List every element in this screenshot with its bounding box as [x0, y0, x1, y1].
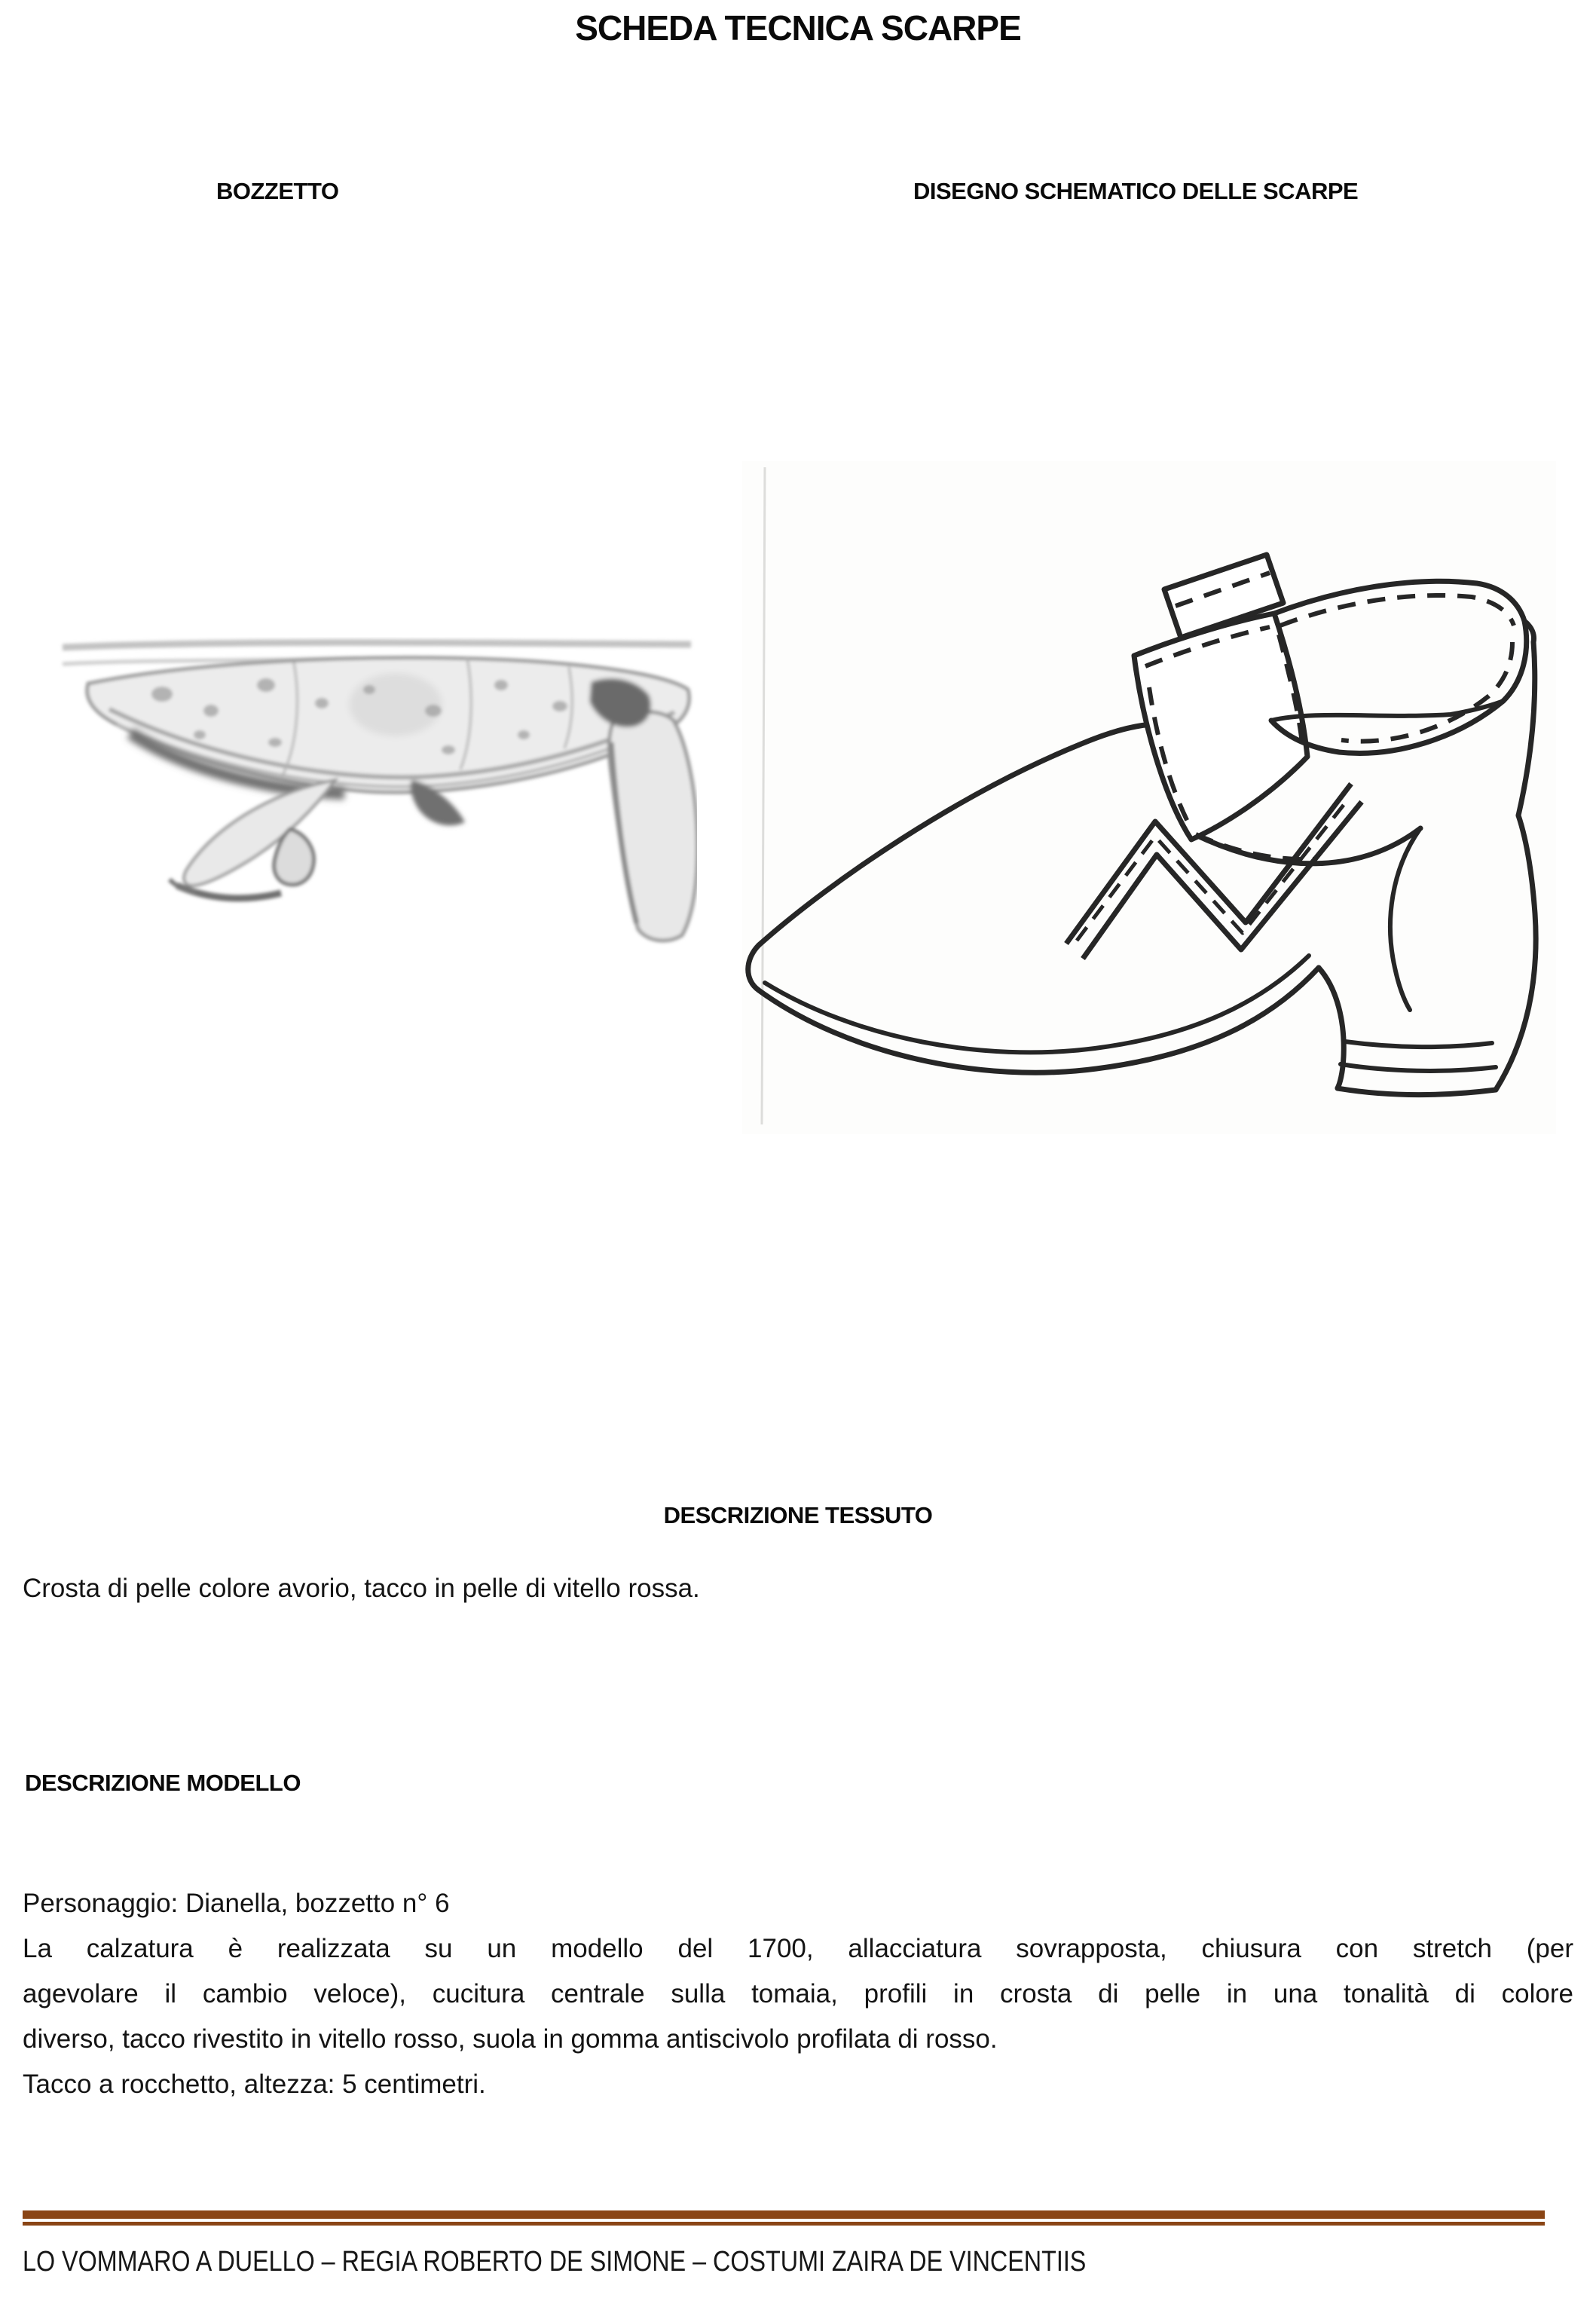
- paragraph-line: La calzatura è realizzata su un modello del 1700, allacciatura sovrapposta, chiusura con stretch (per: [23, 1934, 1573, 1963]
- paragraph-line: diverso, tacco rivestito in vitello rosso, suola in gomma antiscivolo profilata di rosso.: [23, 2024, 998, 2054]
- footer-rule-thin: [23, 2222, 1545, 2226]
- disegno-column-header: DISEGNO SCHEMATICO DELLE SCARPE: [913, 178, 1359, 204]
- tessuto-text: Crosta di pelle colore avorio, tacco in pelle di vitello rossa.: [23, 1574, 700, 1603]
- paragraph-line: agevolare il cambio veloce), cucitura centrale sulla tomaia, profili in crosta di pelle in una tonalità di colore: [23, 1979, 1573, 2008]
- shoe-schematic-image: [742, 461, 1556, 1134]
- tessuto-heading: DESCRIZIONE TESSUTO: [663, 1502, 933, 1528]
- bozzetto-sketch-image: [41, 637, 697, 946]
- pencil-sketch-drawing: [41, 637, 697, 946]
- ankle-strap-loop: [1271, 581, 1527, 753]
- paragraph-line-personaggio: Personaggio: Dianella, bozzetto n° 6: [23, 1889, 450, 1918]
- scan-edge-line: [762, 467, 765, 1124]
- footer-rule-thick: [23, 2210, 1545, 2219]
- shoe-line-drawing: [742, 461, 1556, 1134]
- latchet-flap: [1134, 555, 1307, 840]
- bozzetto-column-header: BOZZETTO: [216, 178, 339, 204]
- footer-credits: LO VOMMARO A DUELLO – REGIA ROBERTO DE SIMONE – COSTUMI ZAIRA DE VINCENTIIS: [23, 2246, 1087, 2278]
- page-title: SCHEDA TECNICA SCARPE: [575, 8, 1021, 47]
- modello-paragraph: [23, 1881, 1573, 2107]
- modello-heading: DESCRIZIONE MODELLO: [25, 1770, 301, 1796]
- paragraph-line-tacco: Tacco a rocchetto, altezza: 5 centimetri.: [23, 2070, 486, 2099]
